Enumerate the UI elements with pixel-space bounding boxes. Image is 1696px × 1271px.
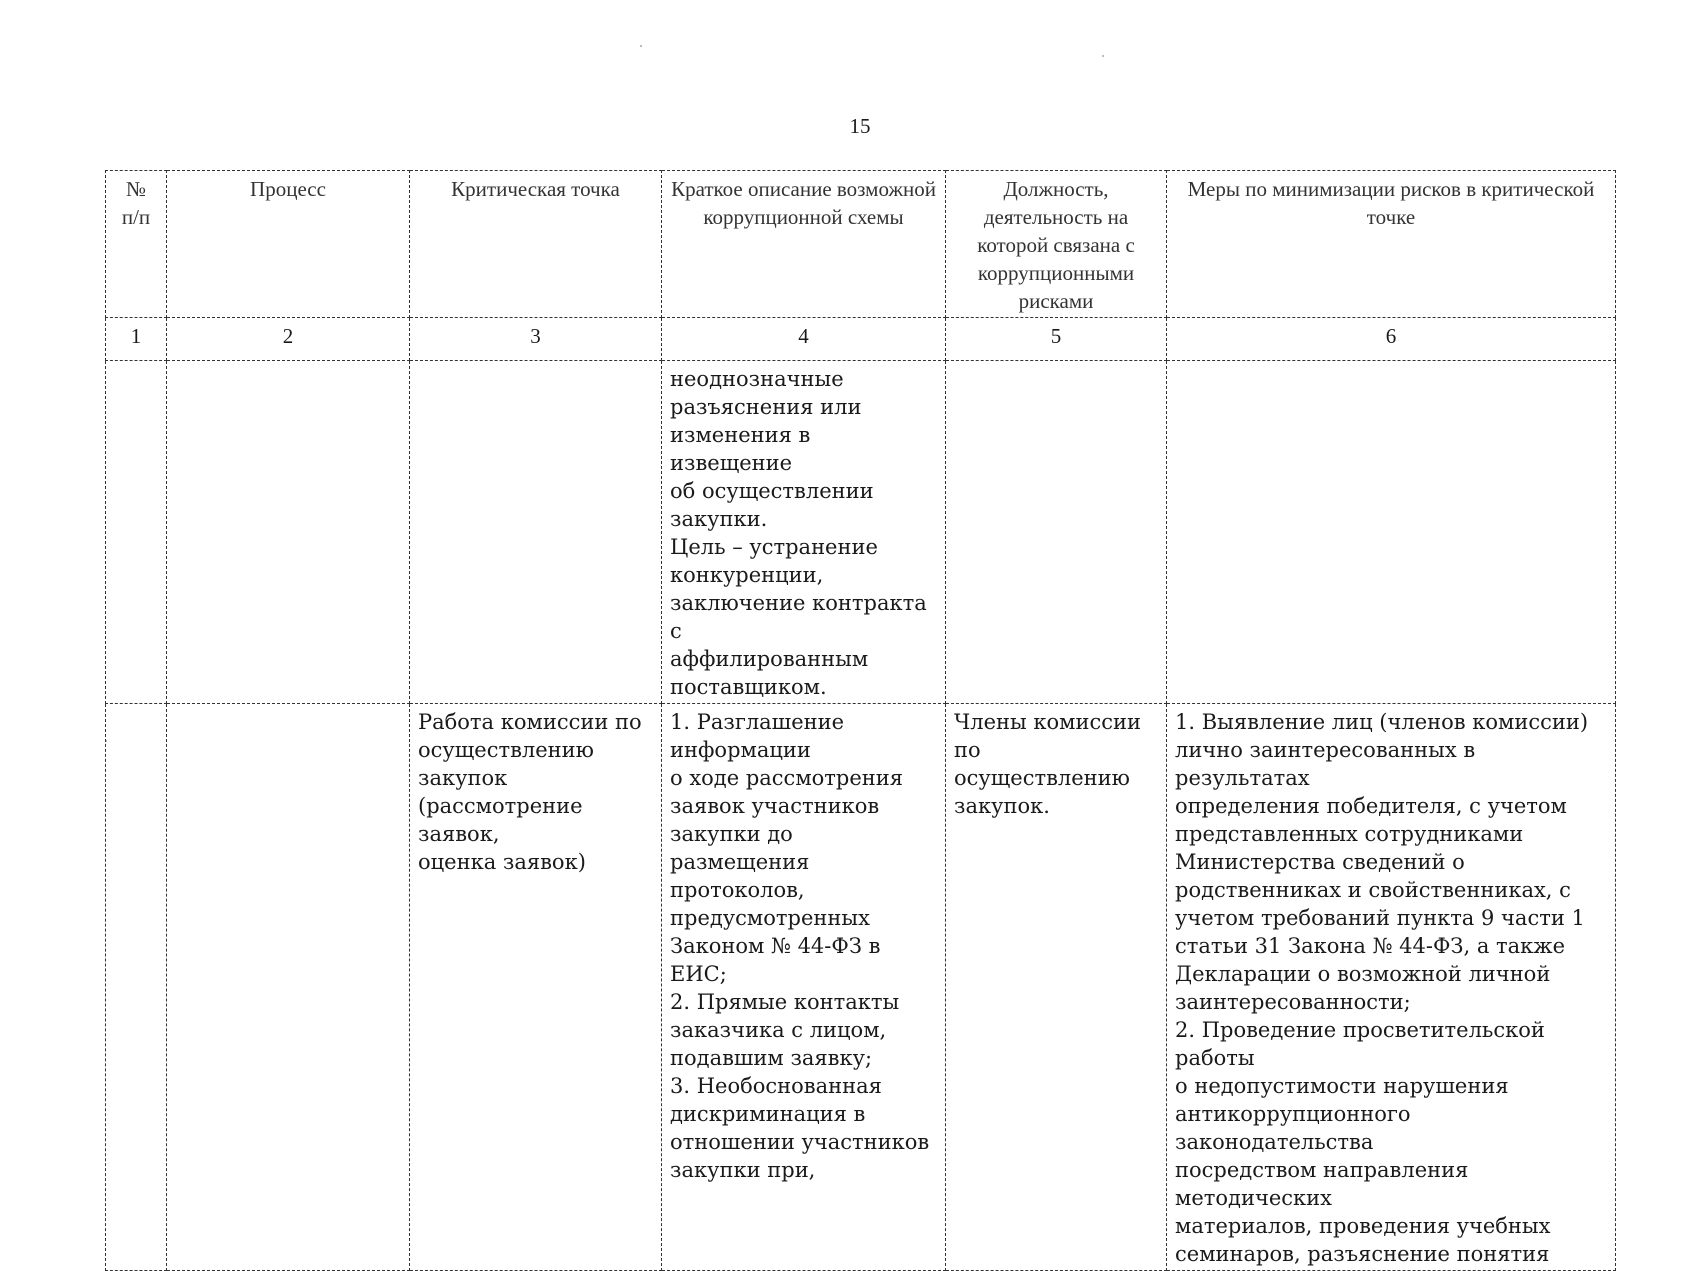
scheme-cell: неоднозначные разъяснения или изменения в извещение об осуществлении закупки. Цель – устранение конкуренции, заключение контракта с аффилированным поставщиком. xyxy=(662,361,946,704)
header-critical-point: Критическая точка xyxy=(410,171,662,318)
column-number: 5 xyxy=(946,318,1167,361)
position-cell: Члены комиссии по осуществлению закупок. xyxy=(946,704,1167,1271)
page-number: 15 xyxy=(849,114,871,138)
row-number-cell xyxy=(106,704,167,1271)
header-scheme: Краткое описание возможной коррупционной схемы xyxy=(662,171,946,318)
row-number-cell xyxy=(106,361,167,704)
column-number: 3 xyxy=(410,318,662,361)
critical-point-cell: Работа комиссии по осуществлению закупок (рассмотрение заявок, оценка заявок) xyxy=(410,704,662,1271)
table-row xyxy=(106,361,1616,704)
measures-cell xyxy=(1167,361,1616,704)
corruption-risk-table xyxy=(105,170,1616,1271)
column-number: 1 xyxy=(106,318,167,361)
column-number: 2 xyxy=(167,318,410,361)
measures-cell: 1. Выявление лиц (членов комиссии) лично заинтересованных в результатах определения победителя, с учетом представленных сотрудниками Министерства сведений о родственниках и свойственниках, с учетом требований пункта 9 части 1 статьи 31 Закона № 44-ФЗ, а также Декларации о возможной личной заинтересованности; 2. Проведение просветительской работы о недопустимости нарушения антикоррупционного законодательства посредством направления методических материалов, проведения учебных семинаров, разъяснение понятия xyxy=(1167,704,1616,1271)
header-number: № п/п xyxy=(106,171,167,318)
process-cell xyxy=(167,361,410,704)
position-cell xyxy=(946,361,1167,704)
process-cell xyxy=(167,704,410,1271)
scheme-cell: 1. Разглашение информации о ходе рассмотрения заявок участников закупки до размещения протоколов, предусмотренных Законом № 44-ФЗ в ЕИС; 2. Прямые контакты заказчика с лицом, подавшим заявку; 3. Необоснованная дискриминация в отношении участников закупки при, xyxy=(662,704,946,1271)
table-header-row xyxy=(106,171,1616,318)
header-process: Процесс xyxy=(167,171,410,318)
column-number-row xyxy=(106,318,1616,361)
column-number: 6 xyxy=(1167,318,1616,361)
critical-point-cell xyxy=(410,361,662,704)
header-position: Должность, деятельность на которой связана с коррупционными рисками xyxy=(946,171,1167,318)
scan-speck xyxy=(640,45,642,47)
table-row xyxy=(106,704,1616,1271)
column-number: 4 xyxy=(662,318,946,361)
scan-speck xyxy=(1102,55,1104,57)
header-measures: Меры по минимизации рисков в критической точке xyxy=(1167,171,1616,318)
